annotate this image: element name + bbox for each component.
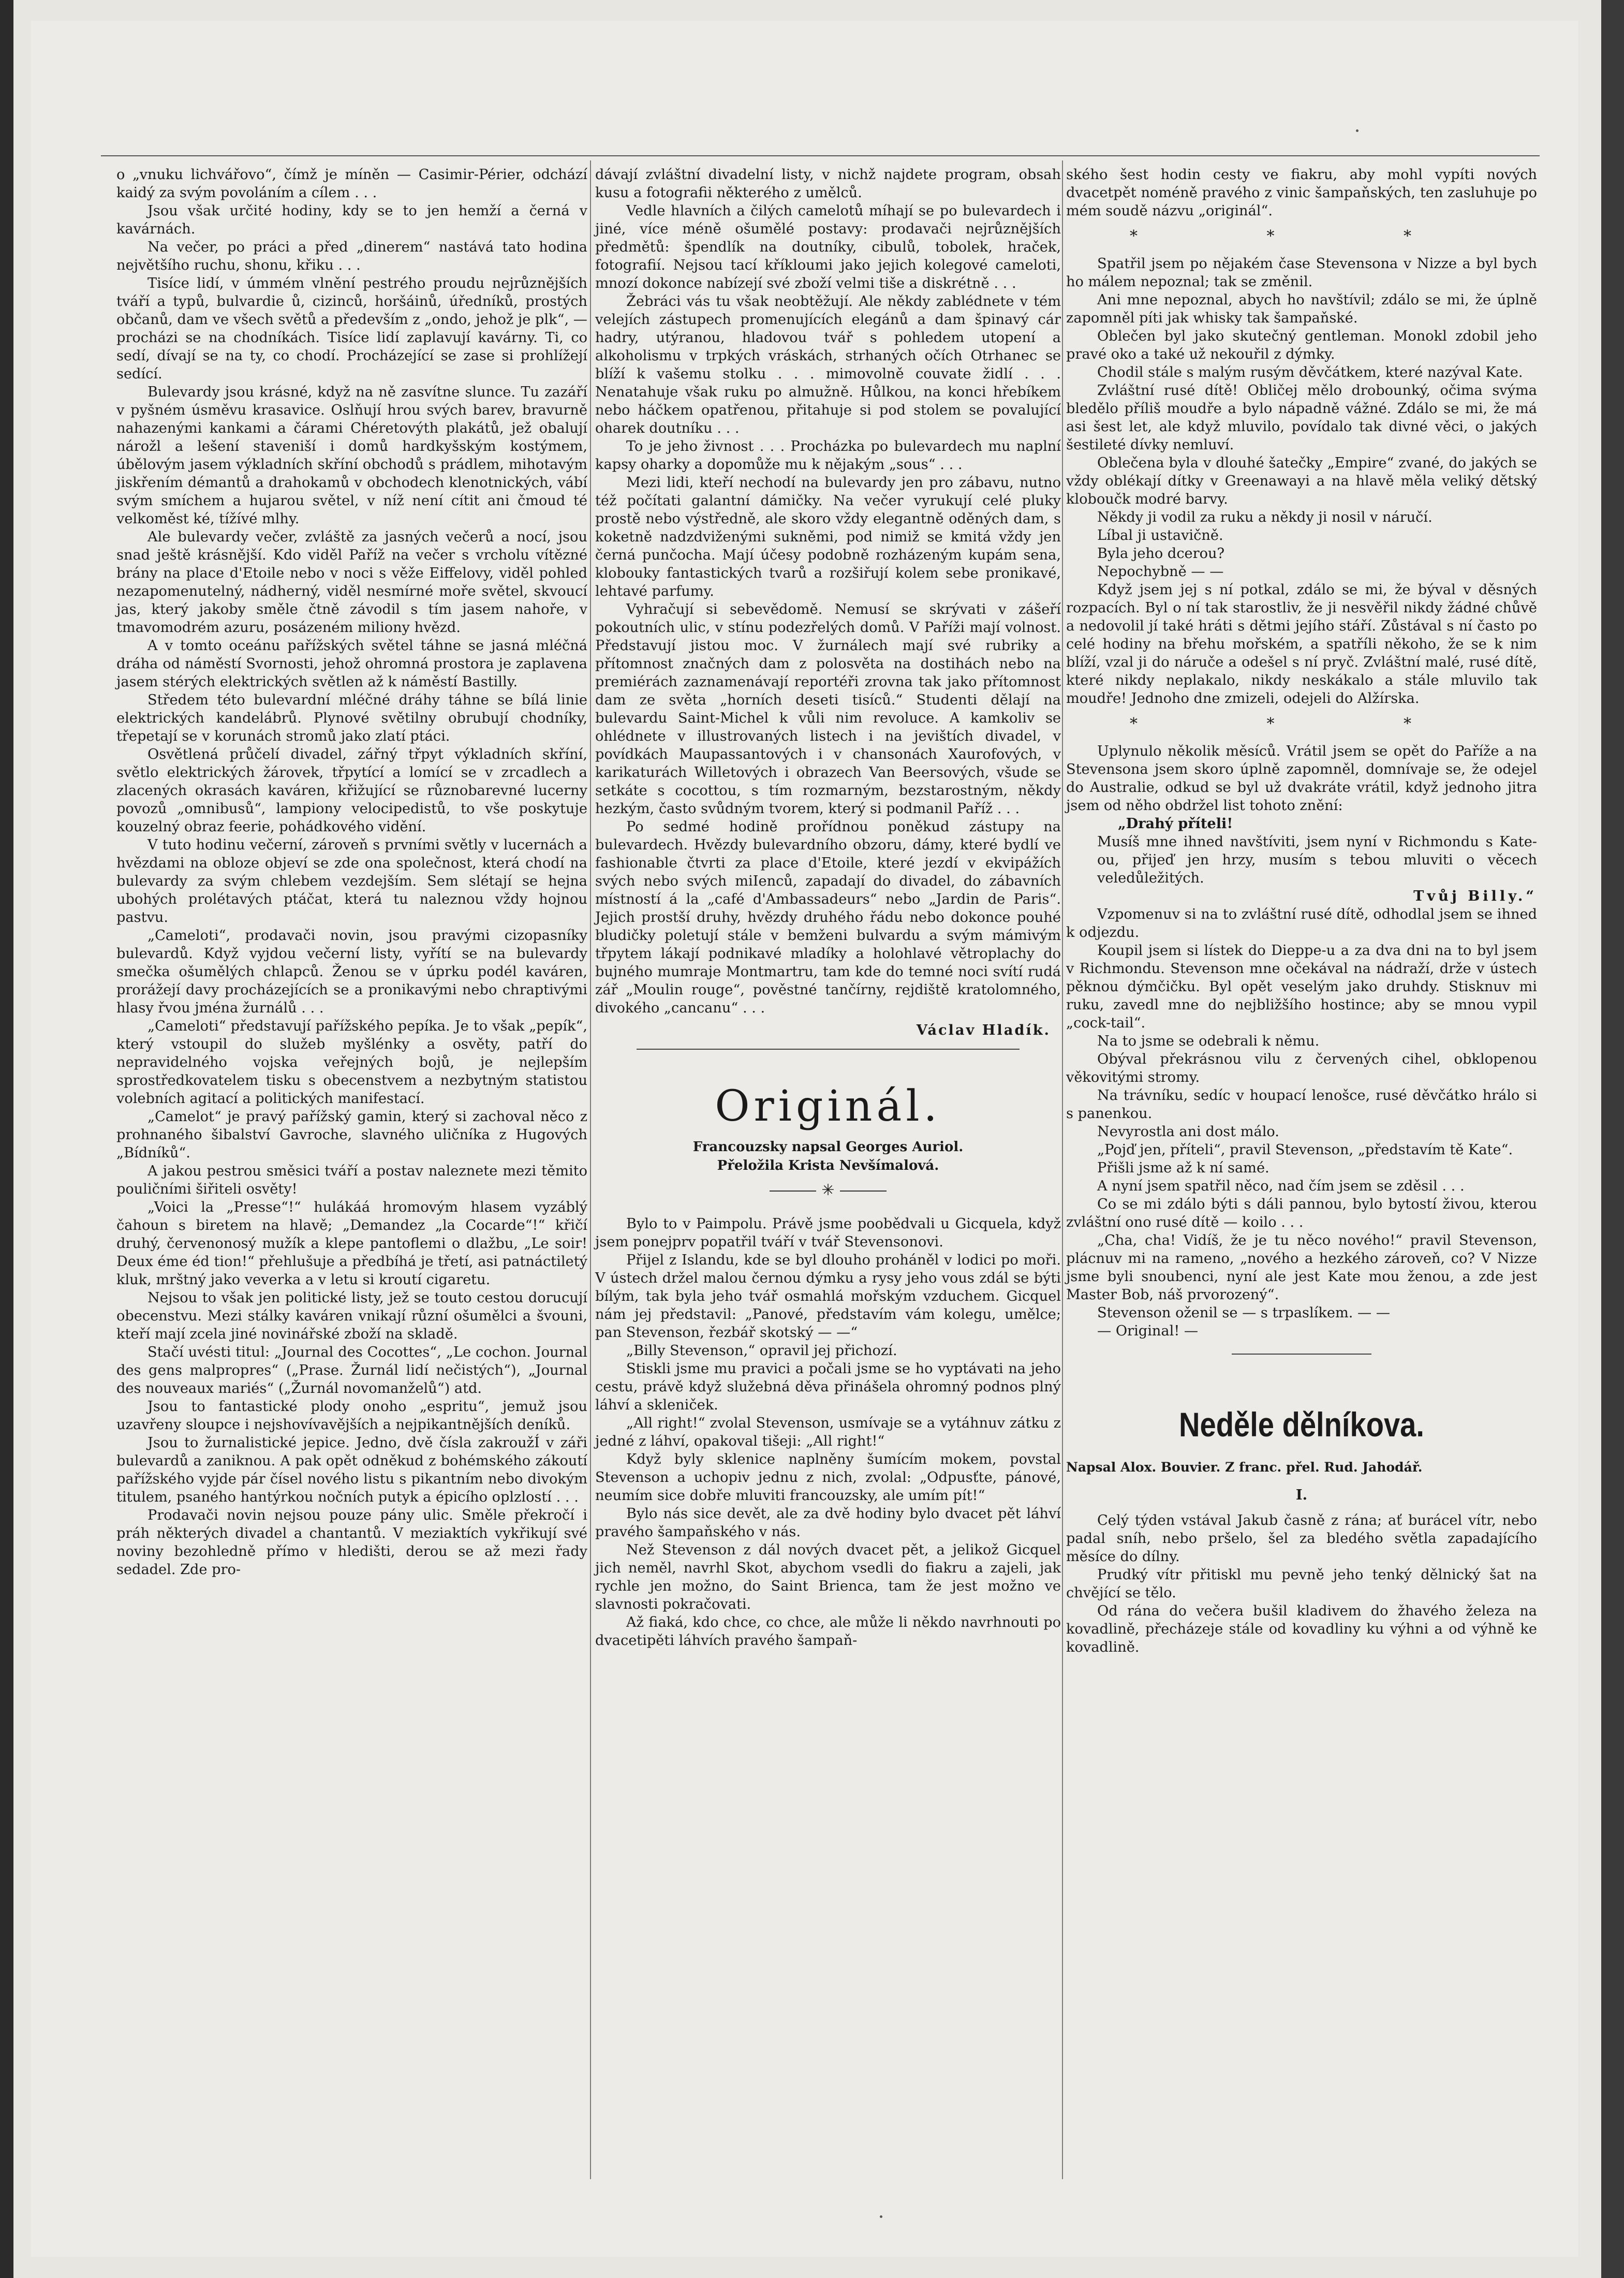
scan-speck xyxy=(880,2215,882,2218)
paragraph: Když byly sklenice naplněny šumícím mokem, povstal Stevenson a uchopiv jednu z nich, zvolal: „Odpusťte, pánové, neumím sice dobře mluviti francouzsky, ale umím pít!“ xyxy=(595,1451,1061,1504)
paragraph: Co se mi zdálo býti s dáli pannou, bylo bytostí živou, kterou zvláštní ono rusé dítě — koilo . . . xyxy=(1066,1196,1537,1230)
paragraph: Než Stevenson z dál nových dvacet pět, a jelikož Gicquel jich neměl, navrhl Skot, abychom vsedli do fiakru a zajeli, jak rychle jen možno, do Saint Brienca, tam že jest možno ve slavnosti pokračovati. xyxy=(595,1542,1061,1612)
paragraph: Byla jeho dcerou? xyxy=(1097,546,1225,562)
scan-speck xyxy=(1356,129,1359,132)
paragraph: Na večer, po práci a před „dinerem“ nastává tato hodina největšího ruchu, shonu, křiku . . . xyxy=(116,239,587,273)
paragraph: Bylo nás sice devět, ale za dvě hodiny bylo dvacet pět láhví pravého šampaňského v nás. xyxy=(595,1506,1061,1540)
ornament-line-right xyxy=(840,1191,887,1192)
section-number: I. xyxy=(1295,1487,1308,1503)
story-title-nedele: Neděle dělníkova. xyxy=(1179,1405,1424,1444)
paragraph: Vyhračují si sebevědomě. Nemusí se skrývati v zášeří pokoutních ulic, v stínu podezřelých domů. V Paříži mají volnost. Představují jistou moc. V žurnálech mají své rubriky a přítomnost značných dam z polosvěta na dostihách nebo na premiérách zaznamenávají reportéři zrovna tak jako přítomnost dam ze světa „horních deseti tisíců.“ Studenti dělají na bulevardu Saint-Michel k vůli nim revoluce. A kamkoliv se ohlédnete v illustrovaných listech i na jevištích divadel, v povídkách Maupassantových i v chansonách Xaurofových, v karikaturách Willetových i obrazech Van Beersových, všude se setkáte s cocottou, s tím rozmarným, bezstarostným, někdy hezkým, často svůdným tvorem, který si podmanil Paříž . . . xyxy=(595,601,1061,817)
paragraph: „Camelot“ je pravý pařížský gamin, který si zachoval něco z prohnaného šibalství Gavroche, slavného uličníka z Hugových „Bídníků“. xyxy=(116,1109,587,1161)
paragraph: „Cameloti“ představují pařížského pepíka. Je to však „pepík“, který vstoupil do služeb myšlénky a osvěty, patří do nepravidelného vojska veřejných bojů, je nejlepším sprostředkovatelem tisku s obecenstvem a nezbytným statistou volebních agitací a politických manifestací. xyxy=(116,1018,587,1107)
paragraph: A v tomto oceánu pařížských světel táhne se jasná mléčná dráha od náměstí Svornosti, jehož ohromná prostora je zaplavena jasem stérých elektrických světlen až k náměstí Bastilly. xyxy=(116,638,587,690)
paragraph: Jsou však určité hodiny, kdy se to jen hemží a černá v kavárnách. xyxy=(116,203,587,237)
letter-body: Musíš mne ihned navštíviti, jsem nyní v Richmondu s Kate-ou, přijeď jen hrzy, musím s tebou mluviti o věcech veledůležitých. xyxy=(1097,834,1537,886)
paragraph: Obýval překrásnou vilu z červených cihel, obklopenou věkovitými stromy. xyxy=(1066,1051,1537,1085)
paragraph: ského šest hodin cesty ve fiakru, aby mohl vypíti nových dvacetpět noméně pravého z vinic šampaňských, ten zasluhuje po mém soudě názvu „originál“. xyxy=(1066,167,1537,219)
paragraph: Uplynulo několik měsíců. Vrátil jsem se opět do Paříže a na Stevensona jsem skoro úplně zapomněl, domnívaje se, že odejel do Australie, odkud se byl už dvakráte vrátil, když jednoho jitra jsem od něho obdržel list tohoto znění: xyxy=(1066,743,1537,814)
scan-edge-right xyxy=(1601,0,1624,2278)
paragraph: Tisíce lidí, v úmmém vlnění pestrého proudu nejrůznějších tváří a typů, bulvardie ů, cizinců, horšáinů, úředníků, prostých občanů, dam ve všech světů a především z „ondo, jehož je plk“, — procházi se na chodníkách. Tisíce lidí zaplavují kavárny. Ti, co sedí, dívají se na ty, co chodí. Procházející se zase si prohlížejí sedící. xyxy=(116,275,587,382)
paragraph: „Voici la „Presse“!“ hulákáá hromovým hlasem vyzáblý čahoun s biretem na hlavě; „Demandez „la Cocarde“!“ křičí druhý, červenonosý mužík a klepe pantoflemi o dlažbu, „Le soir! Deux éme éd tion!“ přehlušuje a předbíhá je třetí, asi patnáctiletý kluk, mrštný jako veverka a v letu si kroutí cigaretu. xyxy=(116,1199,587,1288)
paragraph: Stačí uvésti titul: „Journal des Cocottes“, „Le cochon. Journal des gens malpropres“ („Prase. Žurnál lidí nečistých“), „Journal des nouveaux mariés“ („Žurnál novomanželů“) atd. xyxy=(116,1344,587,1397)
paragraph: V tuto hodinu večerní, zároveň s prvními světly v lucernách a hvězdami na obloze objeví se zde ona společnost, která chodí na bulevardy za svým chlebem vezdejším. Sem slétají se hejna ubohých prolétavých ptáčat, která tu naleznou vždy hojnou pastvu. xyxy=(116,837,587,925)
paragraph: Oblečena byla v dlouhé šatečky „Empire“ zvané, do jakých se vždy oblékají dítky v Greenawayi a na hlavě měla veliký dětský kloboučk modré barvy. xyxy=(1066,455,1537,507)
paragraph: Celý týden vstával Jakub časně z rána; ať burácel vítr, nebo padal sníh, nebo pršelo, šel za bledého světla zapadajícího měsíce do dílny. xyxy=(1066,1512,1537,1565)
letter-block xyxy=(1066,815,1537,905)
paragraph: A jakou pestrou směsici tváří a postav naleznete mezi těmito pouličními šiřiteli osvěty! xyxy=(116,1163,587,1197)
paragraph: Ani mne nepoznal, abych ho navštívil; zdálo se mi, že úplně zapomněl píti jak whisky tak šampaňské. xyxy=(1066,292,1537,326)
section-stars: * * * xyxy=(1129,715,1474,733)
paragraph: Spatřil jsem po nějakém čase Stevensona v Nizze a byl bych ho málem nepoznal; tak se změnil. xyxy=(1066,256,1537,290)
paragraph: Líbal ji ustavičně. xyxy=(1097,527,1223,543)
column-3 xyxy=(1066,166,1537,1656)
paragraph: Žebráci vás tu však neobtěžují. Ale někdy zablédnete v tém velejích zástupech promenujících elegánů a dam špinavý cár hadry, utýranou, hladovou tvář s pohledem utopení a alkoholismu v trpkých vráskách, strhaných očích Otrhanec se blíží k vašemu stolku . . . mimovolně couvate židlí . . . Nenatahuje však ruku po almužně. Hůlkou, na konci hřebíkem nebo háčkem opatřenou, přitahuje si pod stolem se povalující oharek doutníku . . . xyxy=(595,293,1061,436)
paragraph: „Billy Stevenson,“ opravil jej přichozí. xyxy=(626,1343,897,1359)
paragraph: „All right!“ zvolal Stevenson, usmívaje se a vytáhnuv zátku z jedné z láhví, opakoval tišeji: „All right!“ xyxy=(595,1415,1061,1449)
paragraph: Přišli jsme až k ní samé. xyxy=(1097,1160,1269,1176)
paragraph: To je jeho živnost . . . Procházka po bulevardech mu naplní kapsy oharky a dopomůže mu k nějakým „sous“ . . . xyxy=(595,438,1061,473)
column-rule-right xyxy=(1062,160,1063,2179)
paragraph: Přijel z Islandu, kde se byl dlouho proháněl v lodici po moři. V ústech držel malou černou dýmku a rysy jeho vous zdál se býti bílým, tak byla jeho tvář osmahlá mořským vzduchem. Gicquel nám jej představil: „Panové, představím vám kolegu, umělce; pan Stevenson, řezbář skotský — —“ xyxy=(595,1252,1061,1341)
paragraph: Osvětlená průčelí divadel, zářný třpyt výkladních skříní, světlo elektrických žárovek, třpytící a lomící se v zrcadlech a zlacených okrasách kaváren, křižující se různobarevné lucerny povozů „omnibusů“, lampiony velocipedistů, to vše poskytuje kouzelný obraz feerie, pohádkového vidění. xyxy=(116,746,587,835)
paragraph: „Cameloti“, prodavači novin, jsou pravými cizopasníky bulevardů. Když vyjdou večerní listy, vyřítí se na bulevardy smečka ošumělých chlapců. Ženou se v úprku podél kaváren, prorážejí davy procházejících se a pronikavými nebo chraptivými hlasy řvou jména žurnálů . . . xyxy=(116,928,587,1016)
paragraph: Na to jsme se odebrali k němu. xyxy=(1097,1033,1320,1049)
paragraph: Od rána do večera bušil kladivem do žhavého železa na kovadlině, přecházeje stále od kovadliny ku výhni a od výhně ke kovadlině. xyxy=(1066,1603,1537,1655)
paragraph: o „vnuku lichvářovo“, čímž je míněn — Casimir-Périer, odchází kaidý za svým povoláním a cílem . . . xyxy=(116,167,587,201)
paragraph: Stevenson oženil se — s trpaslíkem. — — xyxy=(1097,1305,1391,1321)
paragraph: Nepochybně — — xyxy=(1097,564,1224,580)
paragraph: Mezi lidi, kteří nechodí na bulevardy jen pro zábavu, nutno též počítati galantní dámičky. Na večer vyrukují celé pluky prostě nebo výstředně, ale skoro vždy elegantně oděných dam, s koketně nadzdviženými sukněmi, pod nimiž se kmitá vždy jen černá punčocha. Mají účesy podobně rozházeným kupám sena, klobouky fantastických tvarů a rozšiřují kolem sebe pronikavé, lehtavé parfumy. xyxy=(595,475,1061,599)
ornament-divider xyxy=(595,1181,1061,1199)
scan-edge-left xyxy=(0,0,13,2278)
letter-signature: Tvůj Billy.“ xyxy=(1413,888,1537,904)
paragraph: Ale bulevardy večer, zvláště za jasných večerů a nocí, jsou snad ještě krásnější. Kdo viděl Paříž na večer s vrcholu vítězné brány na place d'Etoile nebo v noci s věže Eiffelovy, viděl pohled nezapomenutelný, nádherný, viděl nesmírné moře světel, skvoucí jas, který jakoby směle čtně závodil s tím jasem nahoře, v tmavomodrém azuru, posázeném miliony hvězd. xyxy=(116,529,587,636)
letter-salutation: „Drahý příteli! xyxy=(1118,815,1233,832)
paragraph: „Cha, cha! Vidíš, že je tu něco nového!“ pravil Stevenson, plácnuv mi na rameno, „nového a hezkého zároveň, co? V Nizze jsme byli snoubenci, nyní ale jest Kate mou ženou, a zde jest Master Bob, náš prvorozený“. xyxy=(1066,1232,1537,1303)
paragraph: Až fiaká, kdo chce, co chce, ale může li někdo navrhnouti po dvacetipěti láhvích pravého šampaň- xyxy=(595,1614,1061,1649)
story-translator: Přeložila Krista Nevšímalová. xyxy=(717,1158,939,1173)
story-end: — Original! — xyxy=(1097,1323,1199,1339)
paragraph: Bulevardy jsou krásné, když na ně zasvítne slunce. Tu zazáří v pyšném úsměvu krasavice. Oslňují hrou svých barev, bravurně nahazenými kankami a čárami Chéretovýth plakátů, jež obalují nárožl a lešení staveniší i domů hardkyšským kostýmem, úbělovým jasem výkladních skříní obchodů s prádlem, mihotavým jiskřením démantů a drahokamů v obchodech klenotnických, vábí svým smíchem a hujarou světel, v níž není cítit ani čmoud té velkoměst ké, tížívé mlhy. xyxy=(116,384,587,527)
paragraph: Vedle hlavních a čilých camelotů míhají se po bulevardech i jiné, více méně ošumělé postavy: prodavači nejrůznějších předmětů: špendlík na doutníky, cibulů, tobolek, hraček, fotografií. Nejsou tací kříkloumi jako jejich kolegové cameloti, mnozí dokonce nabízejí své zboží velmi tiše a diskrétně . . . xyxy=(595,203,1061,291)
top-rule xyxy=(101,155,1540,156)
paragraph: Zvláštní rusé dítě! Obličej mělo drobounký, očima svýma bledělo příliš moudře a bylo nápadně vážné. Zdálo se mi, že má asi šest let, ale když mluvilo, povídalo tak divné věci, o jakých šestileté dívky nemluví. xyxy=(1066,383,1537,453)
paragraph: Prodavači novin nejsou pouze pány ulic. Směle překročí i práh některých divadel a chantantů. V meziaktích vykřikují své noviny bezohledně přímo v hledišti, derou se až mezi řady sedadel. Zde pro- xyxy=(116,1507,587,1578)
paragraph: „Pojď jen, příteli“, pravil Stevenson, „představím tě Kate“. xyxy=(1097,1142,1513,1158)
section-divider xyxy=(637,1049,1020,1050)
paragraph: Koupil jsem si lístek do Dieppe-u a za dva dni na to byl jsem v Richmondu. Stevenson mne očekával na nádraží, drže v ústech pěknou dýmčičku. Byl opět veselým jako druhdy. Stisknuv mi ruku, zavedl mne do nejbližšího hostince; aby se mnou vypil „cock-tail“. xyxy=(1066,943,1537,1031)
flourish-icon: ✳ xyxy=(821,1181,835,1199)
column-2 xyxy=(595,166,1061,1650)
paragraph: Jsou to fantastické plody onoho „espritu“, jemuž jsou uzavřeny sloupce i nejshovívavějších a nejpikantnějších deníků. xyxy=(116,1399,587,1433)
paragraph: Oblečen byl jako skutečný gentleman. Monokl zdobil jeho pravé oko a také už nekouřil z dýmky. xyxy=(1066,328,1537,362)
paragraph: Jsou to žurnalistické jepice. Jedno, dvě čísla zakroužÍ v záři bulevardů a zaniknou. A pak opět odněkud z bohémského zákoutí pařížského vyjde pár čísel nového listu s pikantním nebo divokým titulem, psaného hantýrkou nočních putyk a épicího oplzlostí . . . xyxy=(116,1435,587,1505)
column-1 xyxy=(116,166,587,1579)
story-byline: Francouzsky napsal Georges Auriol. xyxy=(692,1139,964,1155)
paragraph: Na trávníku, sedíc v houpací lenošce, rusé děvčátko hrálo si s panenkou. xyxy=(1066,1087,1537,1122)
paragraph: Stiskli jsme mu pravici a počali jsme se ho vyptávati na jeho cestu, právě když služebná děva přinášela ohromný podnos plný láhví a skleniček. xyxy=(595,1361,1061,1413)
ornament-line-left xyxy=(770,1191,816,1192)
paragraph: Vzpomenuv si na to zvláštní rusé dítě, odhodlal jsem se ihned k odjezdu. xyxy=(1066,906,1537,940)
paragraph: Když jsem jej s ní potkal, zdálo se mi, že býval v děsných rozpacích. Byl o ní tak starostliv, že ji nesvěřil nikdy žádné chůvě a nedovolil jí také hráti s dětmi jejího stáří. Zůstával s ní často po celé hodiny na břehu mořském, a spatříli někoho, že se k nim blíží, vzal ji do náruče a odešel s ní pryč. Zvláštní malé, rusé dítě, které nikdy neplakalo, nikdy neskákalo a stále mluvilo tak moudře! Jednoho dne zmizeli, odejeli do Alžírska. xyxy=(1066,582,1537,707)
story-byline: Napsal Alox. Bouvier. Z franc. přel. Rud. Jahodář. xyxy=(1066,1460,1423,1475)
paragraph: Prudký vítr přitiskl mu pevně jeho tenký dělnický šat na chvějící se tělo. xyxy=(1066,1567,1537,1601)
paragraph: Bylo to v Paimpolu. Právě jsme poobědvali u Gicquela, když jsem ponejprv popatřil tváří v tvář Stevensonovi. xyxy=(595,1216,1061,1250)
article-author: Václav Hladík. xyxy=(916,1022,1051,1038)
section-stars: * * * xyxy=(1129,227,1474,245)
paragraph: dávají zvláštní divadelní listy, v nichž najdete program, obsah kusu a fotografii některého z umělců. xyxy=(595,167,1061,201)
column-rule-left xyxy=(590,160,591,2179)
paragraph: A nyní jsem spatřil něco, nad čím jsem se zděsil . . . xyxy=(1097,1178,1465,1194)
paragraph: Nevyrostla ani dost málo. xyxy=(1097,1124,1279,1140)
section-divider xyxy=(1232,1354,1371,1355)
paragraph: Někdy ji vodil za ruku a někdy ji nosil v náručí. xyxy=(1097,509,1433,525)
paragraph: Nejsou to však jen politické listy, jež se touto cestou dorucují obecenstvu. Mezi stálky kaváren vnikají různí ošumělci a švouni, kteří mají zcela jiné novinářské zboží na skladě. xyxy=(116,1290,587,1342)
paragraph: Chodil stále s malým rusým děvčátkem, které nazýval Kate. xyxy=(1097,364,1523,380)
story-title-original: Originál. xyxy=(715,1082,941,1131)
paragraph: Středem této bulevardní mléčné dráhy táhne se bílá linie elektrických kandelábrů. Plynové světilny obrubují chodníky, třepetají se v korunách stromů jako zlatí ptáci. xyxy=(116,692,587,744)
paragraph: Po sedmé hodině prořídnou poněkud zástupy na bulevardech. Hvězdy bulevardního obzoru, dámy, které bydlí ve fashionable čtvrti za place d'Etoile, které jezdí v ekvipážích svých nebo svých miIenců, zapadají do divadel, do zábavních místností á la „café d'Ambassadeurs“ nebo „Jardin de Paris“. Jejich prostší druhy, hvězdy druhého řádu nebo dokonce pouhé bludičky poletují stále v bemženi bulvardu a svým mámivým třpytem lákají podnikavé mladíky a holohlavé větroplachy do bujného mumraje Montmartru, tam kde do temné noci svítí rudá zář „Moulin rouge“, pověstné tančírny, rejdiště kratolomného, divokého „cancanu“ . . . xyxy=(595,819,1061,1016)
